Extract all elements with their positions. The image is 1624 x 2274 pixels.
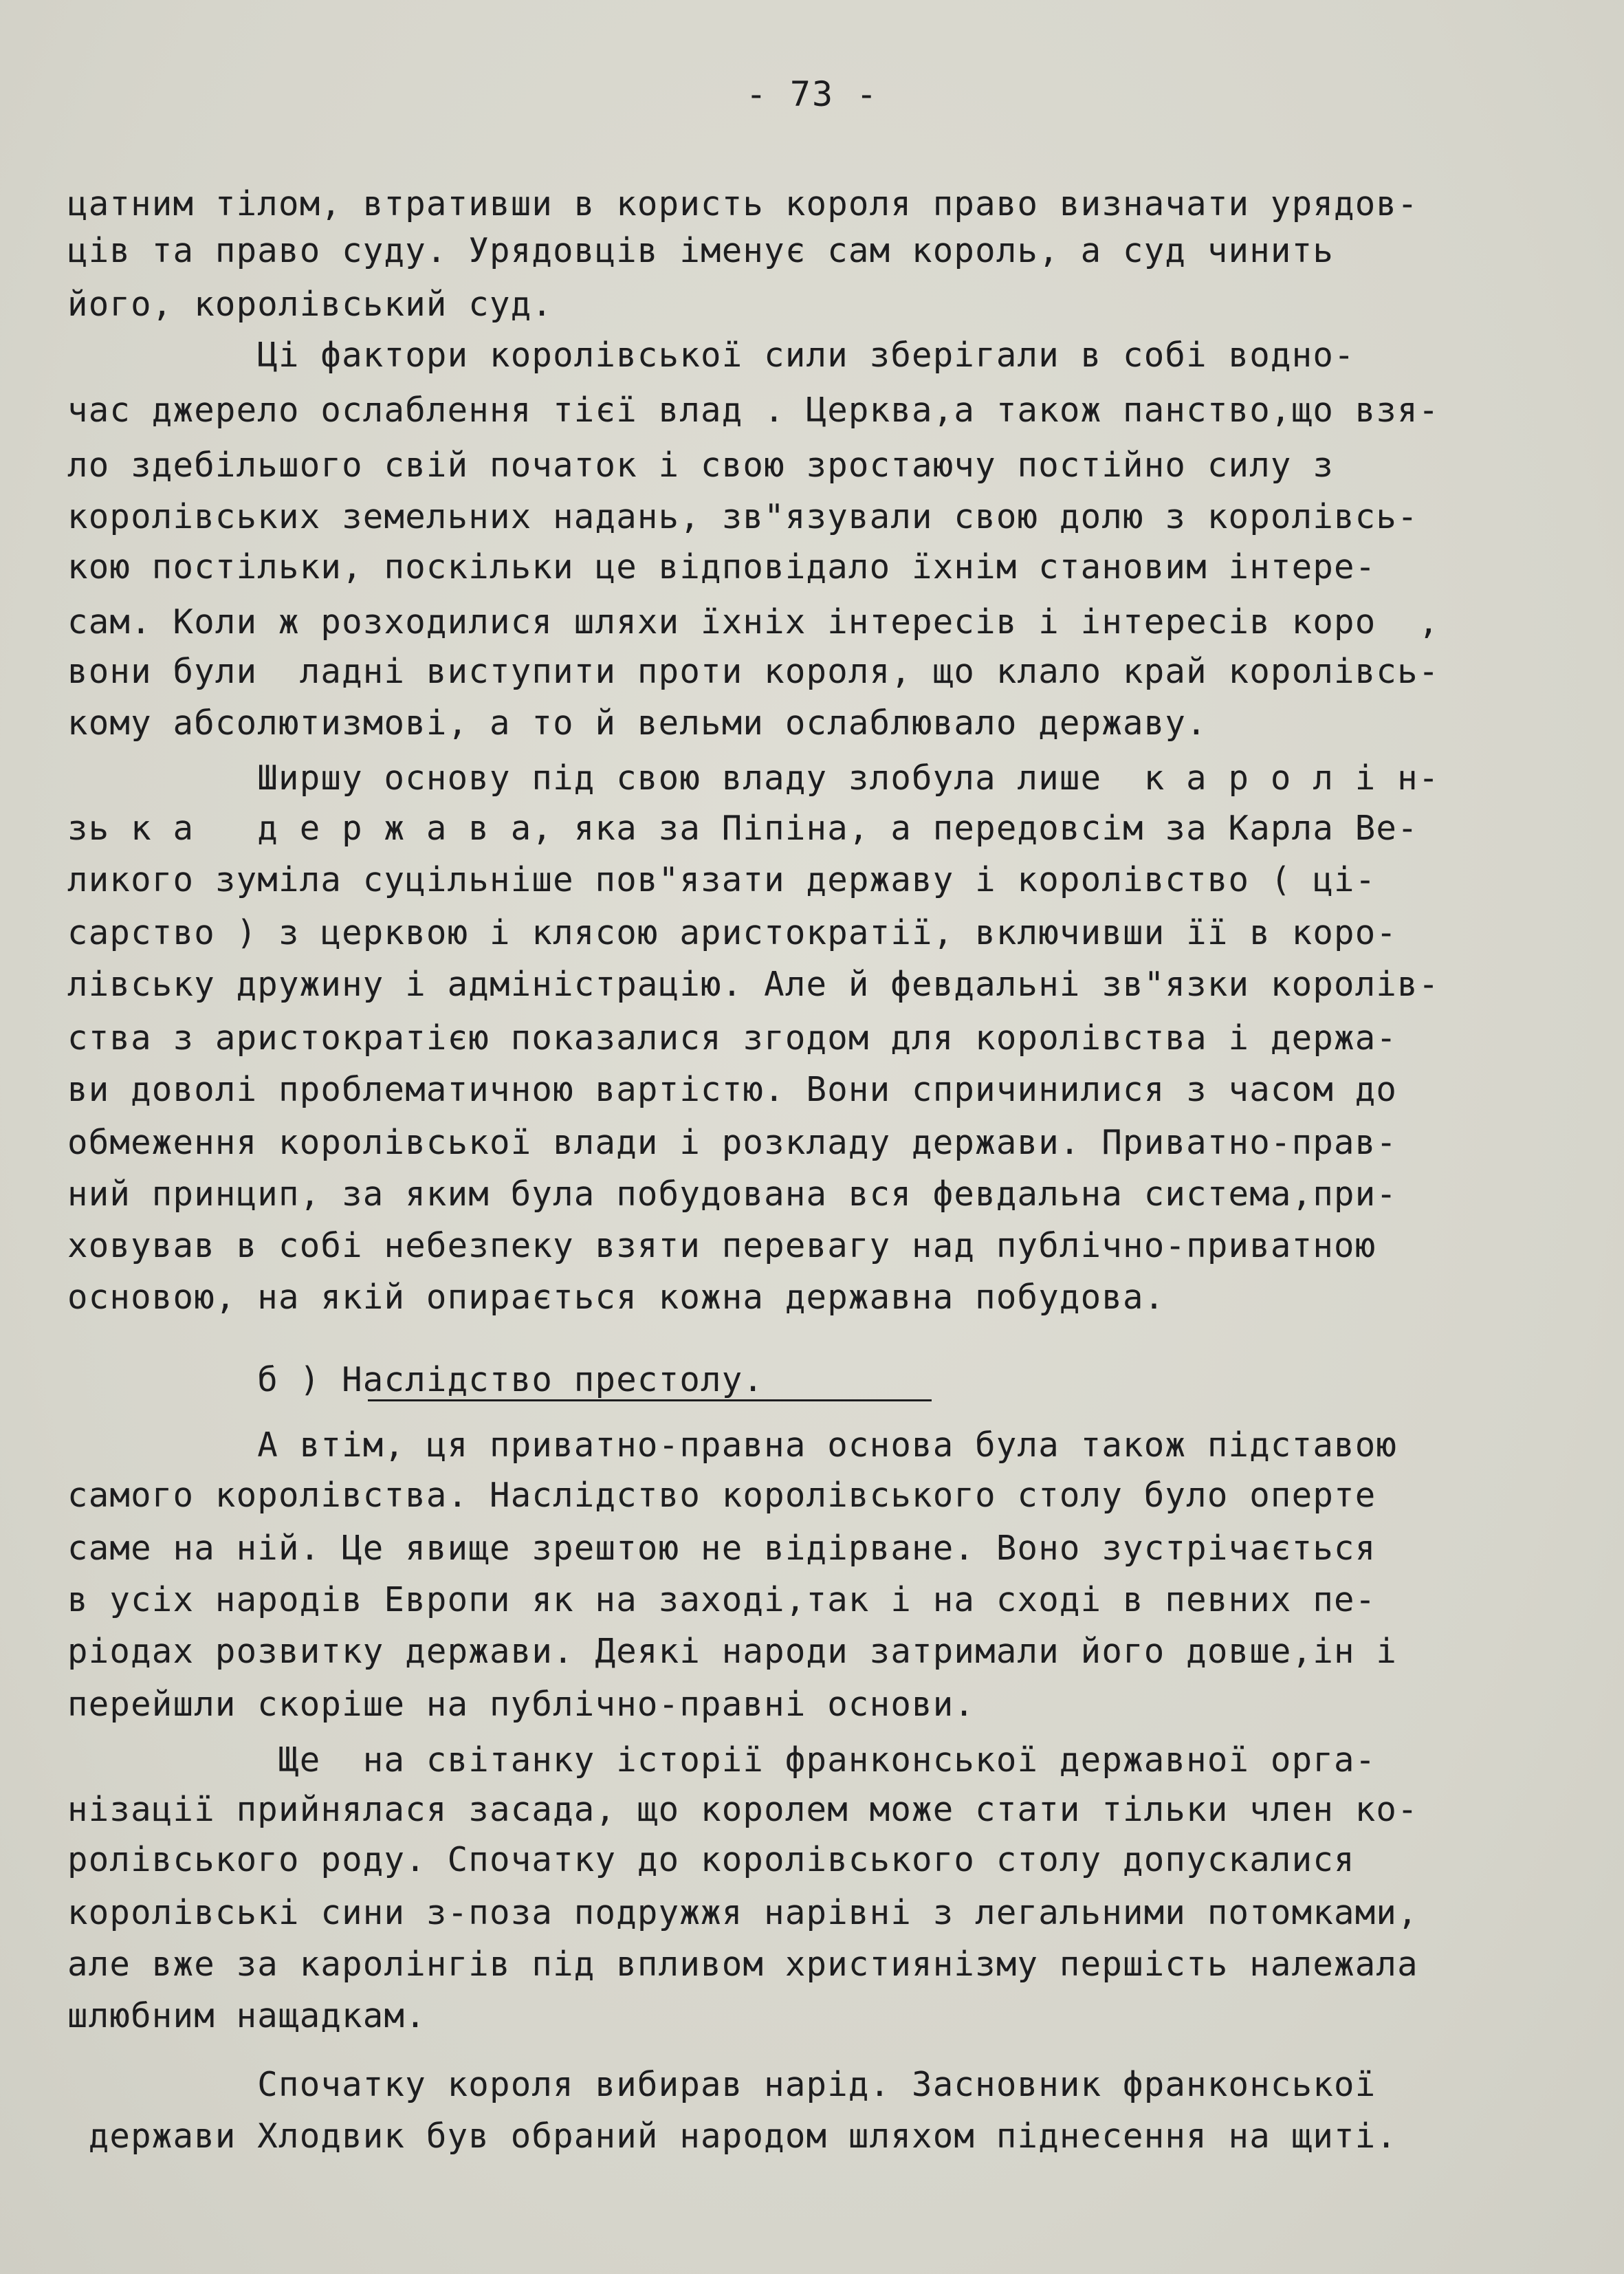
text-line: ний принцип, за яким була побудована вся февдальна система,при-: [67, 1174, 1398, 1214]
text-line: обмеження королівської влади і розкладу держави. Приватно-прав-: [67, 1123, 1398, 1162]
text-line: ликого зуміла суцільніше пов"язати державу і королівство ( ці-: [67, 860, 1376, 899]
text-line: ства з аристократією показалися згодом для королівства і держа-: [67, 1018, 1398, 1058]
text-line: Ці фактори королівської сили зберігали в собі водно-: [67, 336, 1355, 375]
text-line: вони були ладні виступити проти короля, що клало край королівсь-: [67, 652, 1440, 691]
text-line: кою постільки, поскільки це відповідало їхнім становим інтере-: [67, 547, 1376, 587]
heading-underline: [368, 1399, 932, 1401]
text-line: А втім, ця приватно-правна основа була також підставою: [67, 1425, 1398, 1465]
text-line: цатним тілом, втративши в користь короля право визначати урядов-: [67, 184, 1418, 223]
text-line: королівські сини з-поза подружжя нарівні з легальними потомками,: [67, 1893, 1418, 1932]
text-line: в усіх народів Европи як на заході,так і на сході в певних пе-: [67, 1580, 1376, 1619]
text-line: лівську дружину і адміністрацію. Але й февдальні зв"язки королів-: [67, 965, 1440, 1004]
text-line: його, королівський суд.: [67, 285, 553, 324]
text-line: сарство ) з церквою і клясою аристократії, включивши її в коро-: [67, 913, 1398, 952]
text-line: основою, на якій опирається кожна державна побудова.: [67, 1278, 1165, 1317]
text-line: саме на ній. Це явище зрештою не відірване. Воно зустрічається: [67, 1529, 1376, 1568]
text-line: шлюбним нащадкам.: [67, 1996, 426, 2035]
page-number: - 73 -: [745, 74, 879, 114]
text-line: Ширшу основу під свою владу злобула лише к а р о л і н-: [67, 758, 1440, 798]
text-line: але вже за каролінгів під впливом християнізму першість належала: [67, 1945, 1418, 1984]
text-line: королівських земельних надань, зв"язували свою долю з королівсь-: [67, 497, 1418, 536]
text-line: Спочатку короля вибирав нарід. Засновник франконської: [67, 2065, 1376, 2104]
text-line: самого королівства. Наслідство королівського столу було оперте: [67, 1476, 1376, 1515]
text-line: нізації прийнялася засада, що королем може стати тільки член ко-: [67, 1790, 1418, 1829]
text-line: ло здебільшого свій початок і свою зростаючу постійно силу з: [67, 446, 1335, 485]
text-line: держави Хлодвик був обраний народом шляхом піднесення на щиті.: [67, 2117, 1398, 2156]
text-line: зь к а д е р ж а в а, яка за Піпіна, а передовсім за Карла Ве-: [67, 809, 1418, 848]
section-heading: б ) Наслідство престолу.: [67, 1360, 765, 1399]
text-line: сам. Коли ж розходилися шляхи їхніх інтересів і інтересів коро ,: [67, 602, 1440, 642]
text-line: ців та право суду. Урядовців іменує сам король, а суд чинить: [67, 231, 1335, 270]
text-line: кому абсолютизмові, а то й вельми ослаблювало державу.: [67, 703, 1207, 743]
text-line: перейшли скоріше на публічно-правні основи.: [67, 1685, 976, 1724]
text-line: Ще на світанку історії франконської державної орга-: [67, 1740, 1376, 1780]
text-line: ви доволі проблематичною вартістю. Вони спричинилися з часом до: [67, 1070, 1398, 1109]
text-line: ріодах розвитку держави. Деякі народи затримали його довше,ін і: [67, 1632, 1398, 1671]
text-line: час джерело ослаблення тієї влад . Церква,а також панство,що взя-: [67, 391, 1440, 430]
text-line: ховував в собі небезпеку взяти перевагу над публічно-приватною: [67, 1226, 1376, 1265]
text-line: ролівського роду. Спочатку до королівського столу допускалися: [67, 1840, 1355, 1879]
